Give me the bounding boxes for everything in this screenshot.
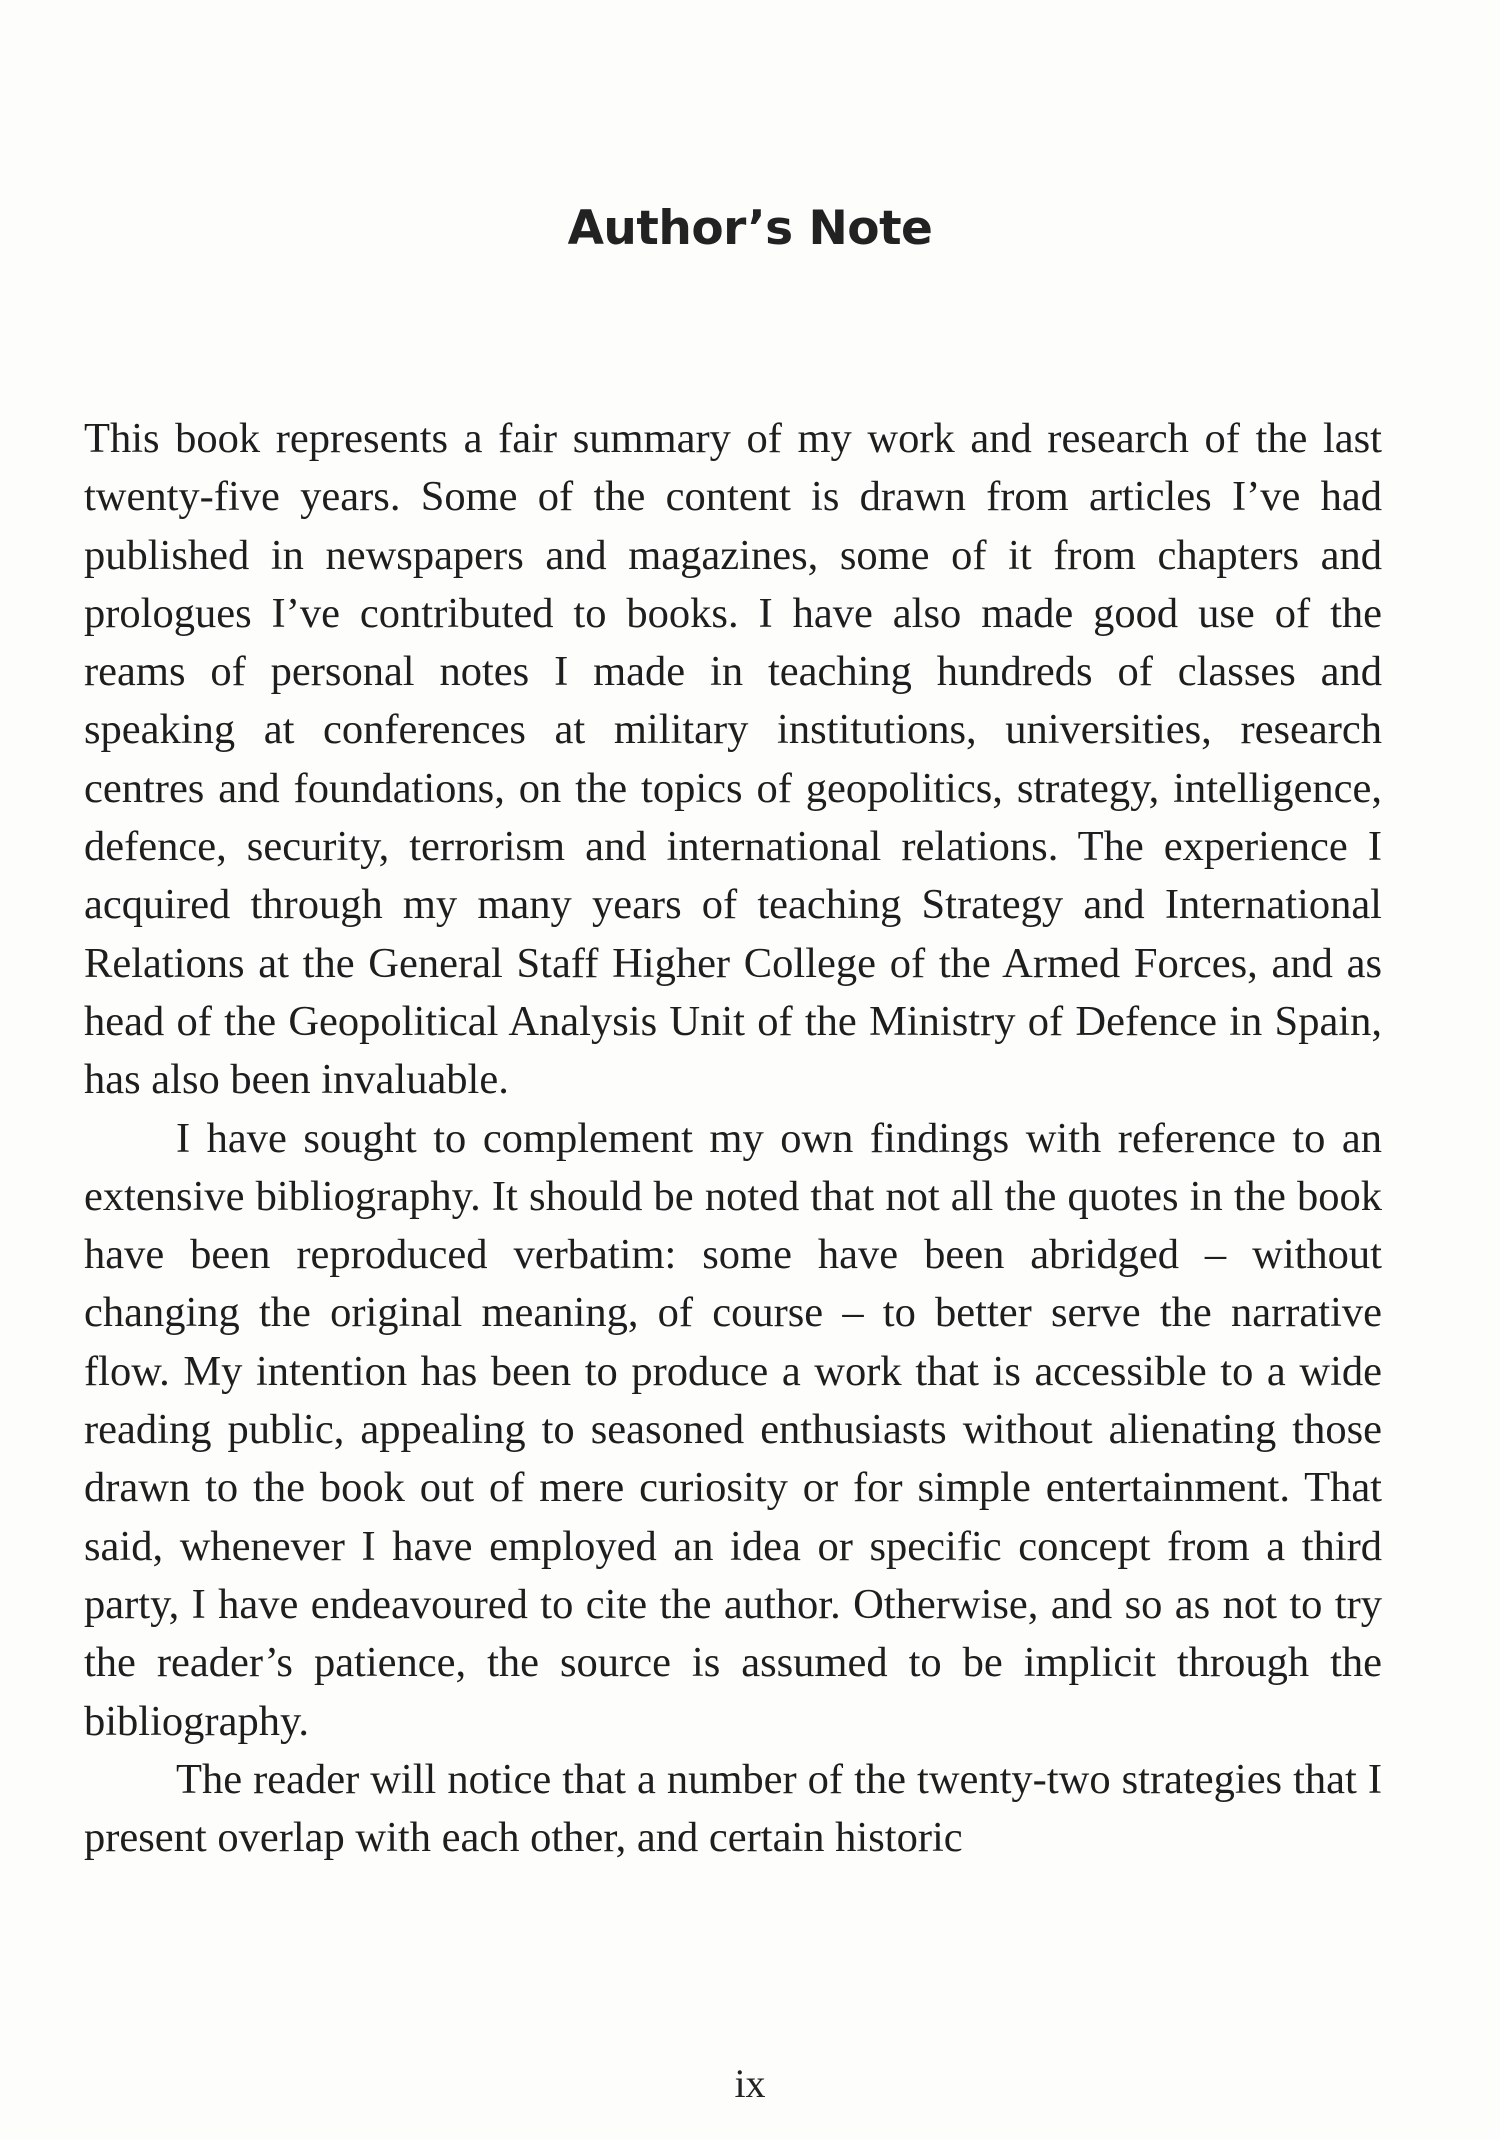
body-text xyxy=(84,410,1382,1867)
paragraph-1: This book represents a fair summary of my work and research of the last twenty-five years. Some of the content is drawn from articles I’ve had published in newspapers and magazines, some of it from chapters and prologues I’ve contributed to books. I have also made good use of the reams of personal notes I made in teaching hundreds of classes and speaking at conferences at military institutions, universities, research centres and foundations, on the topics of geopolitics, strategy, intelligence, defence, security, terrorism and international relations. The experience I acquired through my many years of teaching Strategy and International Relations at the General Staff Higher College of the Armed Forces, and as head of the Geopolitical Analysis Unit of the Ministry of Defence in Spain, has also been invaluable. xyxy=(84,415,1382,1104)
paragraph-3: The reader will notice that a number of the twenty-two strategies that I present overlap with each other, and certain historic xyxy=(84,1755,1382,1862)
page-title: Author’s Note xyxy=(567,201,933,257)
paragraph-2: I have sought to complement my own findings with reference to an extensive bibliography. It should be noted that not all the quotes in the book have been reproduced verbatim: some have been abridged – without changing the original meaning, of course – to better serve the narrative flow. My intention has been to produce a work that is accessible to a wide reading public, appealing to seasoned enthusiasts without alienating those drawn to the book out of mere curiosity or for simple entertainment. That said, whenever I have employed an idea or specific concept from a third party, I have endeavoured to cite the author. Otherwise, and so as not to try the reader’s patience, the source is assumed to be implicit through the bibliography. xyxy=(84,1114,1382,1745)
page-number: ix xyxy=(734,2061,766,2106)
